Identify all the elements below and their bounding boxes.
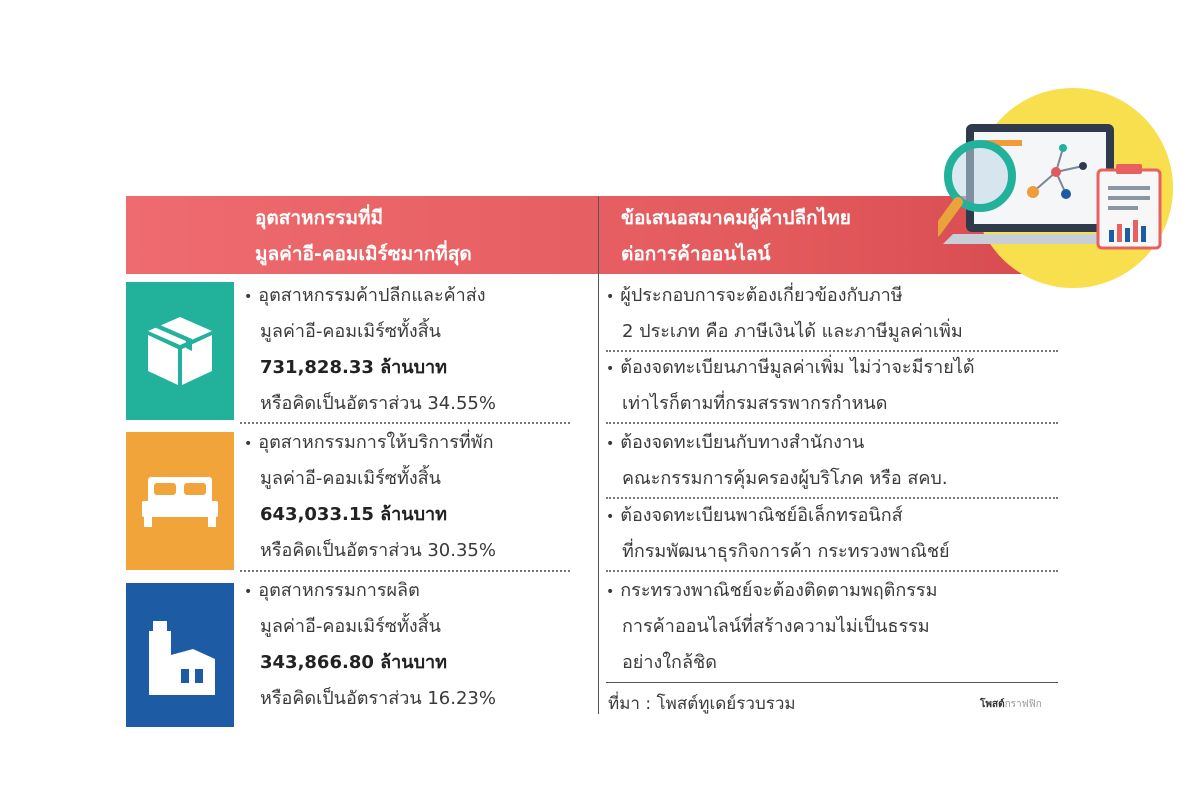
industry-total-label: มูลค่าอี-คอมเมิร์ซทั้งสิ้น	[260, 616, 441, 637]
proposal-line2: เท่าไรก็ตามที่กรมสรรพากรกำหนด	[622, 393, 888, 414]
proposal-line3: อย่างใกล้ชิด	[622, 652, 717, 673]
source-separator	[606, 682, 1058, 683]
industry-share: หรือคิดเป็นอัตราส่วน 30.35%	[260, 540, 496, 561]
row-separator	[240, 422, 570, 424]
bullet: •	[606, 436, 615, 452]
header-right-title	[621, 200, 851, 272]
credit-label: กราฟฟิก	[1004, 699, 1042, 710]
industry-name-line	[244, 278, 496, 314]
bullet: •	[244, 584, 253, 600]
credit-brand: โพสต์	[980, 699, 1005, 710]
industry-name: อุตสาหกรรมการผลิต	[258, 580, 420, 601]
industry-value: 343,866.80 ล้านบาท	[260, 652, 447, 673]
proposal-text: ต้องจดทะเบียนพาณิชย์อิเล็กทรอนิกส์	[620, 505, 903, 526]
clipboard-icon	[1098, 164, 1160, 248]
bullet: •	[606, 361, 615, 377]
bullet: •	[606, 289, 615, 305]
proposal-text: ต้องจดทะเบียนกับทางสำนักงาน	[620, 432, 865, 453]
proposal-text: กระทรวงพาณิชย์จะต้องติดตามพฤติกรรม	[620, 580, 938, 601]
header-left-line1: อุตสาหกรรมที่มี	[255, 207, 384, 229]
industry-share: หรือคิดเป็นอัตราส่วน 16.23%	[260, 688, 496, 709]
row-separator	[606, 570, 1058, 572]
industry-name: อุตสาหกรรมการให้บริการที่พัก	[258, 432, 494, 453]
industry-item-retail	[244, 278, 496, 422]
industry-name-line	[244, 573, 496, 609]
analytics-illustration	[938, 84, 1178, 294]
row-separator	[240, 570, 570, 572]
row-separator	[606, 422, 1058, 424]
industry-name: อุตสาหกรรมค้าปลีกและค้าส่ง	[258, 285, 486, 306]
proposal-line2: การค้าออนไลน์ที่สร้างความไม่เป็นธรรม	[622, 616, 930, 637]
industry-item-manufacturing	[244, 573, 496, 717]
header-left-line2: มูลค่าอี-คอมเมิร์ซมากที่สุด	[255, 243, 472, 265]
proposal-item-1	[606, 278, 963, 350]
source-note: ที่มา : โพสต์ทูเดย์รวบรวม	[608, 694, 796, 714]
proposal-text: ผู้ประกอบการจะต้องเกี่ยวข้องกับภาษี	[620, 285, 903, 306]
proposal-line2: 2 ประเภท คือ ภาษีเงินได้ และภาษีมูลค่าเพิ่ม	[622, 321, 963, 342]
proposal-line1	[606, 498, 950, 534]
proposal-line1	[606, 425, 948, 461]
proposal-item-5	[606, 573, 937, 681]
industry-share: หรือคิดเป็นอัตราส่วน 34.55%	[260, 393, 496, 414]
header-left-title	[255, 200, 472, 272]
proposal-line1	[606, 350, 975, 386]
header-right-line2: ต่อการค้าออนไลน์	[621, 243, 771, 265]
column-divider	[598, 196, 599, 714]
manufacturing-icon-block	[126, 583, 234, 727]
proposal-line2: คณะกรรมการคุ้มครองผู้บริโภค หรือ สคบ.	[622, 468, 948, 489]
box-icon	[142, 313, 218, 389]
bullet: •	[244, 289, 253, 305]
factory-icon	[141, 615, 219, 695]
proposal-item-3	[606, 425, 948, 497]
bed-icon	[140, 471, 220, 531]
industry-item-accommodation	[244, 425, 496, 569]
industry-total-label: มูลค่าอี-คอมเมิร์ซทั้งสิ้น	[260, 321, 441, 342]
proposal-item-4	[606, 498, 950, 570]
proposal-line1	[606, 573, 937, 609]
bullet: •	[244, 436, 253, 452]
bullet: •	[606, 509, 615, 525]
bullet: •	[606, 584, 615, 600]
industry-value: 643,033.15 ล้านบาท	[260, 504, 447, 525]
header-right-line1: ข้อเสนอสมาคมผู้ค้าปลีกไทย	[621, 207, 851, 229]
industry-total-label: มูลค่าอี-คอมเมิร์ซทั้งสิ้น	[260, 468, 441, 489]
industry-value: 731,828.33 ล้านบาท	[260, 357, 447, 378]
proposal-item-2	[606, 350, 975, 422]
industry-name-line	[244, 425, 496, 461]
proposal-text: ต้องจดทะเบียนภาษีมูลค่าเพิ่ม ไม่ว่าจะมีรายได้	[620, 357, 975, 378]
graphic-credit	[980, 697, 1042, 712]
accommodation-icon-block	[126, 432, 234, 570]
retail-icon-block	[126, 282, 234, 420]
proposal-line2: ที่กรมพัฒนาธุรกิจการค้า กระทรวงพาณิชย์	[622, 541, 950, 562]
proposal-line1	[606, 278, 963, 314]
